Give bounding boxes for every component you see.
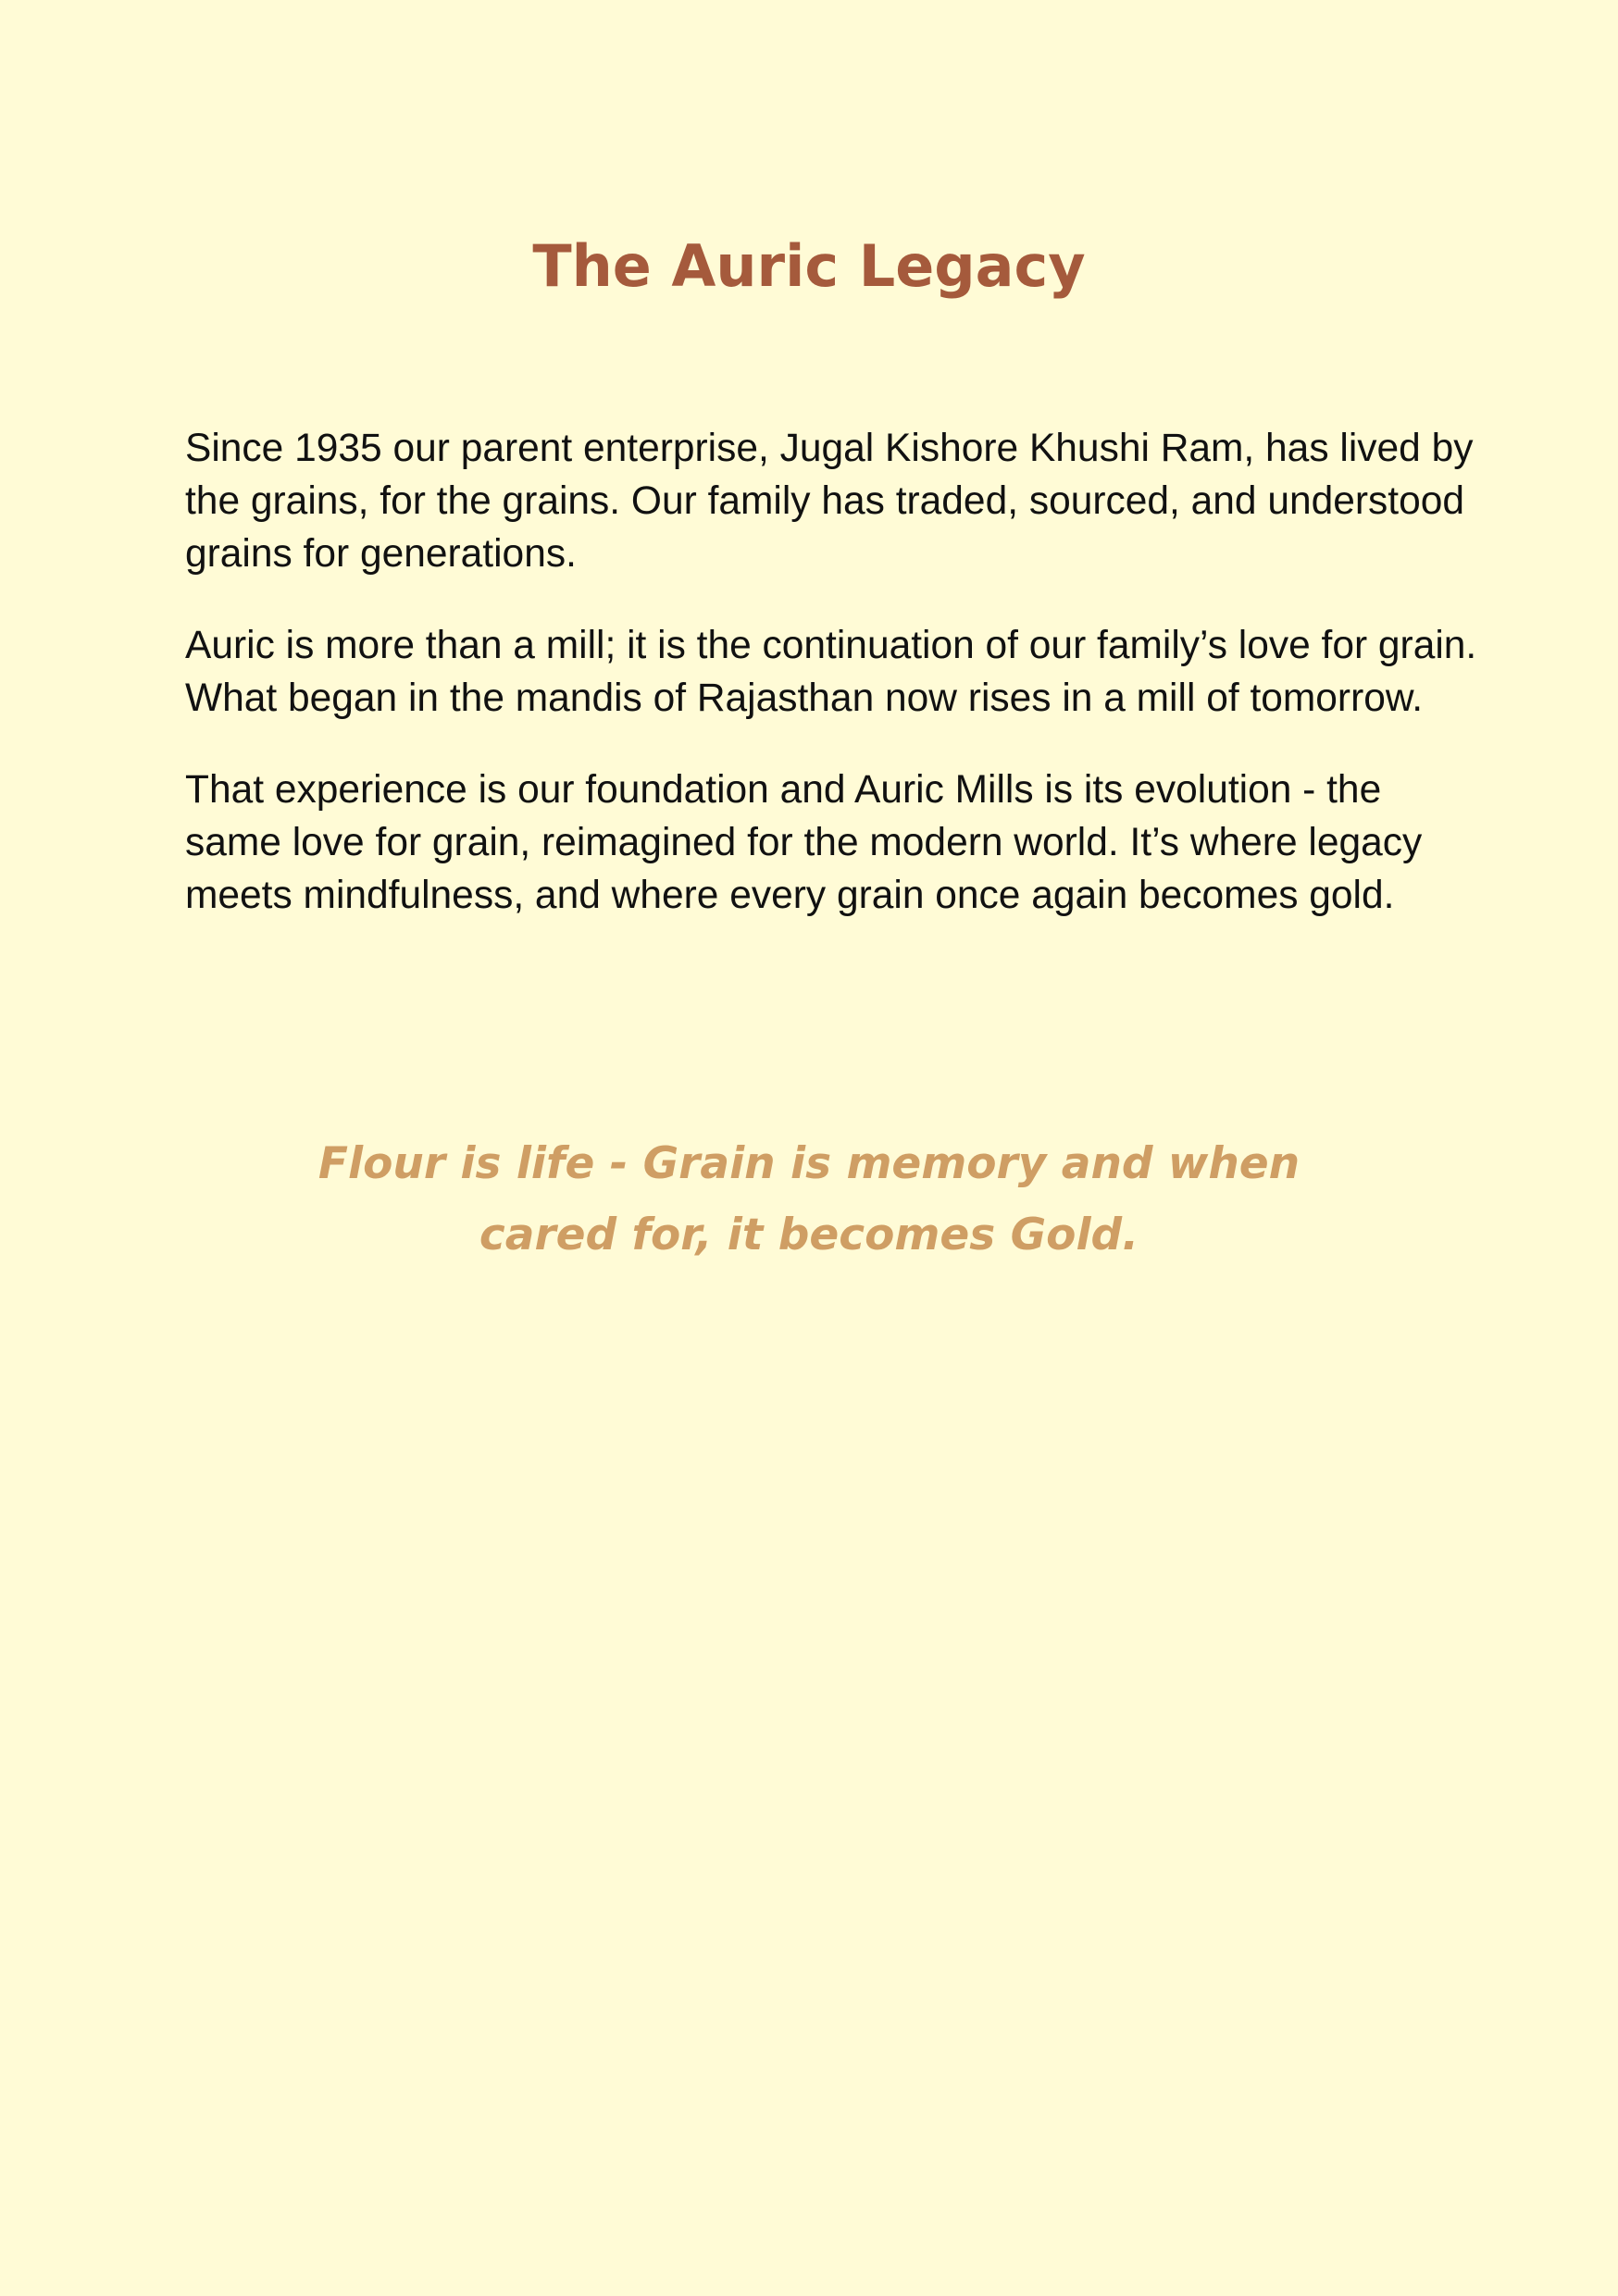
- paragraph-mission: Auric is more than a mill; it is the continuation of our family’s love for grain. What began in the mandis of Rajasthan now rises in a mill of tomorrow.: [185, 624, 1477, 720]
- quote-line-2: cared for, it becomes Gold.: [479, 1210, 1139, 1260]
- paragraph-evolution: That experience is our foundation and Auric Mills is its evolution - the same love for grain, reimagined for the modern world. It’s where legacy meets mindfulness, and where every grain once again becomes gold.: [185, 768, 1423, 917]
- page-title: The Auric Legacy: [532, 232, 1086, 300]
- quote-line-1: Flour is life - Grain is memory and when: [317, 1138, 1301, 1189]
- tagline-quote: [0, 1128, 1618, 1271]
- body-text: [185, 422, 1481, 961]
- paragraph-history: Since 1935 our parent enterprise, Jugal Kishore Khushi Ram, has lived by the grains, for the grains. Our family has traded, sourced, and understood grains for generations.: [185, 427, 1474, 576]
